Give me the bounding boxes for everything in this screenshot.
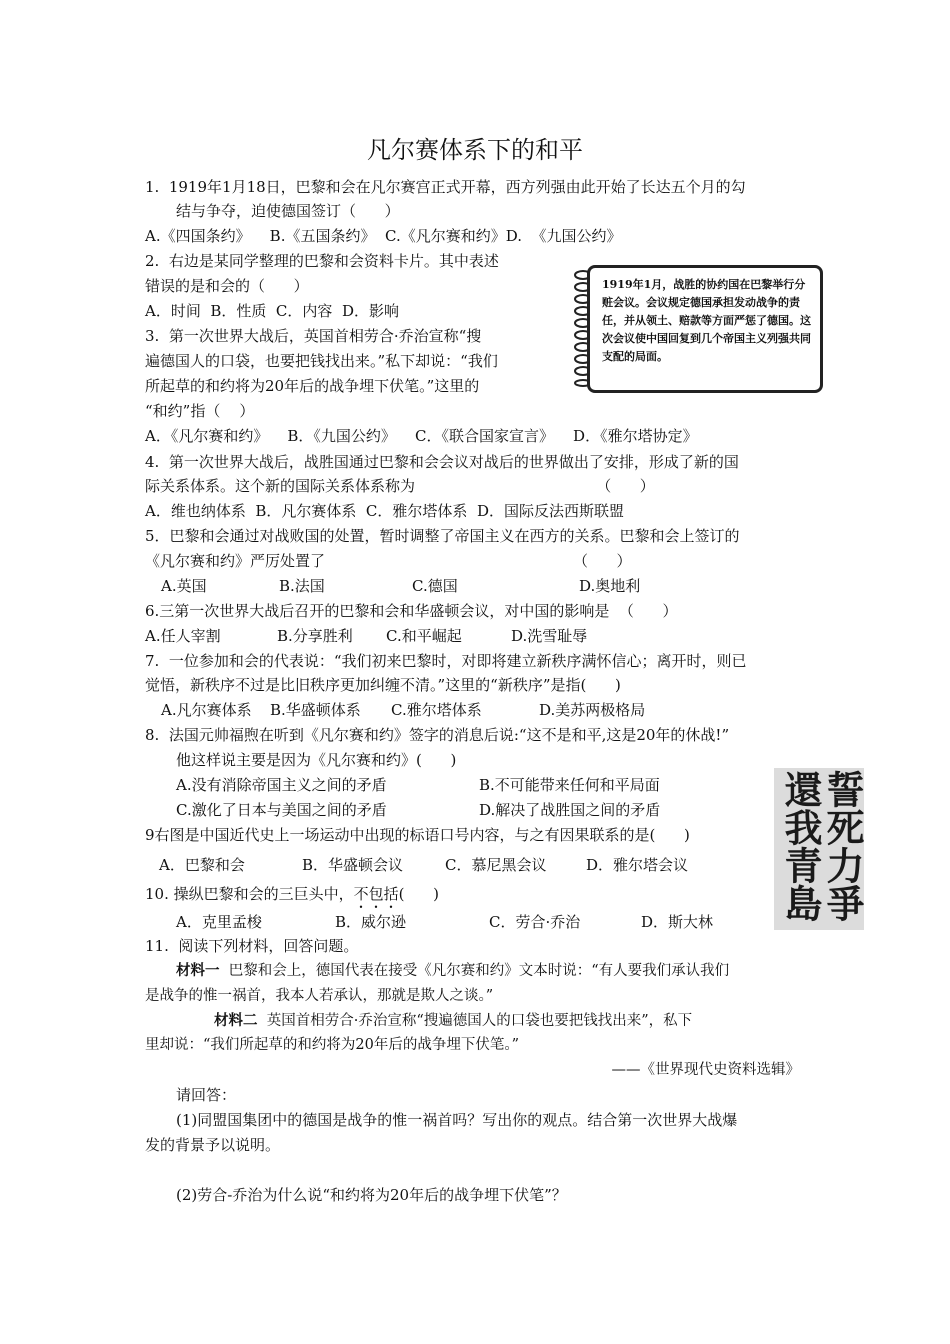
q9-option-d: D．雅尔塔会议: [586, 856, 689, 874]
q3-stem-line2: 遍德国人的口袋，也要把钱找出来。”私下却说：“我们: [145, 352, 498, 370]
q5-stem-line2: 《凡尔赛和约》严厉处置了 （ ）: [145, 552, 632, 570]
q11-sub1-line1: (1)同盟国集团中的德国是战争的惟一祸首吗？写出你的观点。结合第一次世界大战爆: [176, 1111, 738, 1129]
material-1-line1: [176, 960, 729, 982]
slogan-image: [774, 768, 864, 930]
q2-stem-line2: 错误的是和会的（ ）: [145, 277, 309, 295]
q9-stem-line1: 9右图是中国近代史上一场运动中出现的标语口号内容，与之有因果联系的是( ): [145, 826, 690, 844]
q4-stem-line2: 际关系体系。这个新的国际关系体系称为 （ ）: [145, 477, 655, 495]
q10-option-b: B．威尔逊: [335, 913, 407, 931]
q1-stem-line1: 1. 1919年1月18日，巴黎和会在凡尔赛宫正式开幕，西方列强由此开始了长达五个月的勾: [145, 178, 746, 196]
q10-stem-prefix: 10. 操纵巴黎和会的三巨头中，: [145, 885, 354, 903]
q6-stem-line1: 6.三第一次世界大战后召开的巴黎和会和华盛顿会议，对中国的影响是 （ ）: [145, 602, 678, 620]
q6-option-d: D.洗雪耻辱: [511, 627, 588, 645]
q9-option-c: C．慕尼黑会议: [445, 856, 547, 874]
q2-options: A．时间 B．性质 C．内容 D．影响: [145, 302, 399, 320]
q8-option-a: A.没有消除帝国主义之间的矛盾: [176, 776, 387, 794]
q8-stem-line2: 他这样说主要是因为《凡尔赛和约》( ): [176, 751, 457, 769]
q5-option-c: C.德国: [412, 577, 458, 595]
q10-emphasis: 不包括: [353, 885, 399, 903]
q10-stem-suffix: ( ): [398, 885, 439, 903]
material-2-text: 英国首相劳合·乔治宣称“搜遍德国人的口袋也要把钱找出来”，私下: [257, 1013, 693, 1029]
q11-sub2: (2)劳合-乔治为什么说“和约将为20年后的战争埋下伏笔”？: [176, 1186, 567, 1204]
q8-option-c: C.激化了日本与美国之间的矛盾: [176, 801, 387, 819]
q11-ask: 请回答：: [176, 1086, 237, 1104]
q3-stem-line3: 所起草的和约将为20年后的战争埋下伏笔。”这里的: [145, 377, 480, 395]
q2-stem-line1: 2. 右边是某同学整理的巴黎和会资料卡片。其中表述: [145, 252, 499, 270]
q1-stem-line2: 结与争夺，迫使德国签订（ ）: [176, 202, 400, 220]
q7-option-d: D.美苏两极格局: [539, 701, 646, 719]
q11-sub1-line2: 发的背景予以说明。: [145, 1136, 281, 1154]
q6-option-b: B.分享胜利: [277, 627, 353, 645]
q7-option-b: B.华盛顿体系: [270, 701, 361, 719]
q6-option-a: A.任人宰割: [145, 627, 221, 645]
q8-option-d: D.解决了战胜国之间的矛盾: [479, 801, 661, 819]
q5-option-b: B.法国: [279, 577, 325, 595]
material-2-label: 材料二: [214, 1012, 258, 1029]
q7-stem-line2: 觉悟，新秩序不过是比旧秩序更加纠缠不清。”这里的“新秩序”是指( ): [145, 676, 621, 694]
q10-option-d: D．斯大林: [641, 913, 714, 931]
slogan-column-left: 還我青島: [778, 770, 823, 922]
q10-stem: [145, 883, 439, 912]
q8-stem-line1: 8. 法国元帅福煦在听到《凡尔赛和约》签字的消息后说:“这不是和平,这是20年的休战!”: [145, 726, 730, 744]
q1-options: A.《四国条约》 B.《五国条约》 C.《凡尔赛和约》D. 《九国公约》: [145, 227, 622, 245]
q5-option-a: A.英国: [161, 577, 207, 595]
q3-options: A．《凡尔赛和约》 B．《九国公约》 C．《联合国家宣言》 D．《雅尔塔协定》: [145, 427, 698, 445]
q6-option-c: C.和平崛起: [386, 627, 462, 645]
material-1-label: 材料一: [176, 962, 220, 979]
material-2-line2: 里却说：“我们所起草的和约将为20年后的战争埋下伏笔。”: [145, 1037, 520, 1053]
data-card: [571, 265, 821, 391]
material-1-text: 巴黎和会上，德国代表在接受《凡尔赛和约》文本时说：“有人要我们承认我们: [219, 963, 730, 979]
card-text: 1919年1月，战胜的协约国在巴黎举行分赃会议。会议规定德国承担发动战争的责任，并从领土、赔款等方面严惩了德国。这次会议使中国回复到几个帝国主义列强共同支配的局面。: [602, 278, 811, 363]
q9-option-b: B．华盛顿会议: [302, 856, 404, 874]
material-source: ——《世界现代史资料选辑》: [611, 1062, 800, 1078]
material-2-line1: [214, 1010, 692, 1032]
q7-option-c: C.雅尔塔体系: [391, 701, 482, 719]
slogan-column-right: 誓死力爭: [820, 770, 865, 922]
q10-option-a: A．克里孟梭: [176, 913, 262, 931]
q7-stem-line1: 7. 一位参加和会的代表说：“我们初来巴黎时，对即将建立新秩序满怀信心；离开时，则已: [145, 652, 747, 670]
q5-stem-line1: 5．巴黎和会通过对战败国的处置，暂时调整了帝国主义在西方的关系。巴黎和会上签订的: [145, 527, 740, 545]
q3-stem-line1: 3. 第一次世界大战后，英国首相劳合·乔治宣称“搜: [145, 327, 482, 345]
q4-options: A．维也纳体系 B．凡尔赛体系 C．雅尔塔体系 D．国际反法西斯联盟: [145, 502, 624, 520]
page-title: 凡尔赛体系下的和平: [367, 136, 583, 164]
q4-stem-line1: 4. 第一次世界大战后，战胜国通过巴黎和会会议对战后的世界做出了安排，形成了新的国: [145, 453, 739, 471]
q9-option-a: A．巴黎和会: [159, 856, 245, 874]
card-frame: [587, 265, 823, 393]
q5-option-d: D.奥地利: [579, 577, 641, 595]
q7-option-a: A.凡尔赛体系: [161, 701, 252, 719]
q10-option-c: C．劳合·乔治: [489, 913, 581, 931]
material-1-line2: 是战争的惟一祸首，我本人若承认，那就是欺人之谈。”: [145, 988, 494, 1004]
q11-stem: 11. 阅读下列材料，回答问题。: [145, 937, 359, 955]
q3-stem-line4: “和约”指（ ）: [145, 402, 255, 420]
q8-option-b: B.不可能带来任何和平局面: [479, 776, 660, 794]
